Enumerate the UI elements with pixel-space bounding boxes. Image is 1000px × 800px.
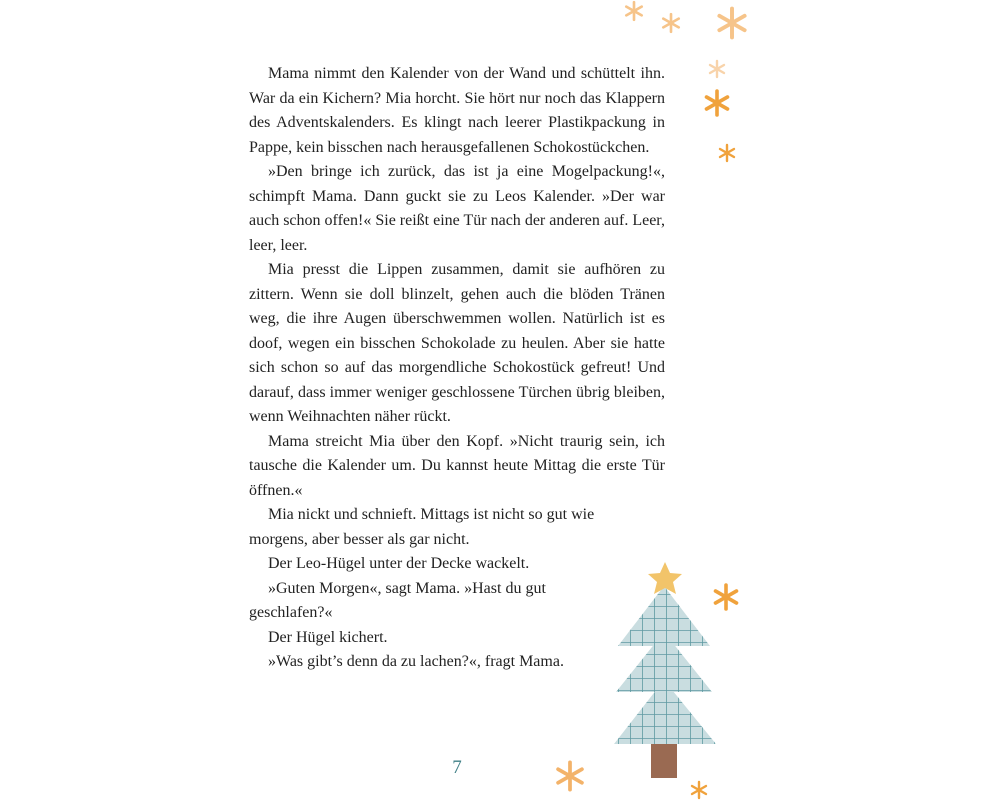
asterisk-icon xyxy=(623,0,645,22)
asterisk-icon xyxy=(717,143,737,163)
asterisk-icon xyxy=(660,12,682,34)
asterisk-icon xyxy=(714,5,750,41)
paragraph: »Den bringe ich zurück, das ist ja eine Mogelpackung!«, schimpft Mama. Dann guckt sie zu Leos Kalender. »Der war auch schon offen!« Sie reißt eine Tür nach der anderen auf. Leer, leer, leer. xyxy=(249,163,665,254)
christmas-tree-icon xyxy=(606,558,720,782)
asterisk-icon xyxy=(553,759,587,793)
paragraph: Der Hügel kichert. xyxy=(268,628,388,646)
paragraph: Mia nickt und schnieft. Mittags ist nicht so gut wie morgens, aber besser als gar nicht. xyxy=(249,506,595,548)
paragraph: »Was gibt’s denn da zu lachen?«, fragt Mama. xyxy=(268,653,564,670)
body-text xyxy=(249,62,665,675)
paragraph: »Guten Morgen«, sagt Mama. »Hast du gut geschlafen?« xyxy=(249,579,546,621)
paragraph: Mama nimmt den Kalender von der Wand und schüttelt ihn. War da ein Kichern? Mia horcht. Sie hört nur noch das Klappern des Adventskalenders. Es klingt nach leerer Plastikpackung in Pappe, kein bisschen nach herausgefallenen Schokostückchen. xyxy=(249,65,665,156)
paragraph: Der Leo-Hügel unter der Decke wackelt. xyxy=(268,555,530,572)
asterisk-icon xyxy=(707,59,727,79)
page-number: 7 xyxy=(452,757,462,778)
asterisk-icon xyxy=(689,780,709,800)
asterisk-icon xyxy=(702,88,732,118)
paragraph: Mia presst die Lippen zusammen, damit sie aufhören zu zittern. Wenn sie doll blinzelt, gehen auch die blöden Tränen weg, die ihre Augen überschwemmen wollen. Natürlich ist es doof, wegen ein bisschen Schokolade zu heulen. Aber sie hatte sich schon so auf das morgendliche Schokostück gefreut! Und darauf, dass immer weniger geschlossene Türchen übrig bleiben, wenn Weihnachten näher rückt. xyxy=(249,261,665,425)
paragraph: Mama streicht Mia über den Kopf. »Nicht traurig sein, ich tausche die Kalender um. Du kannst heute Mittag die erste Tür öffnen.« xyxy=(249,432,665,499)
